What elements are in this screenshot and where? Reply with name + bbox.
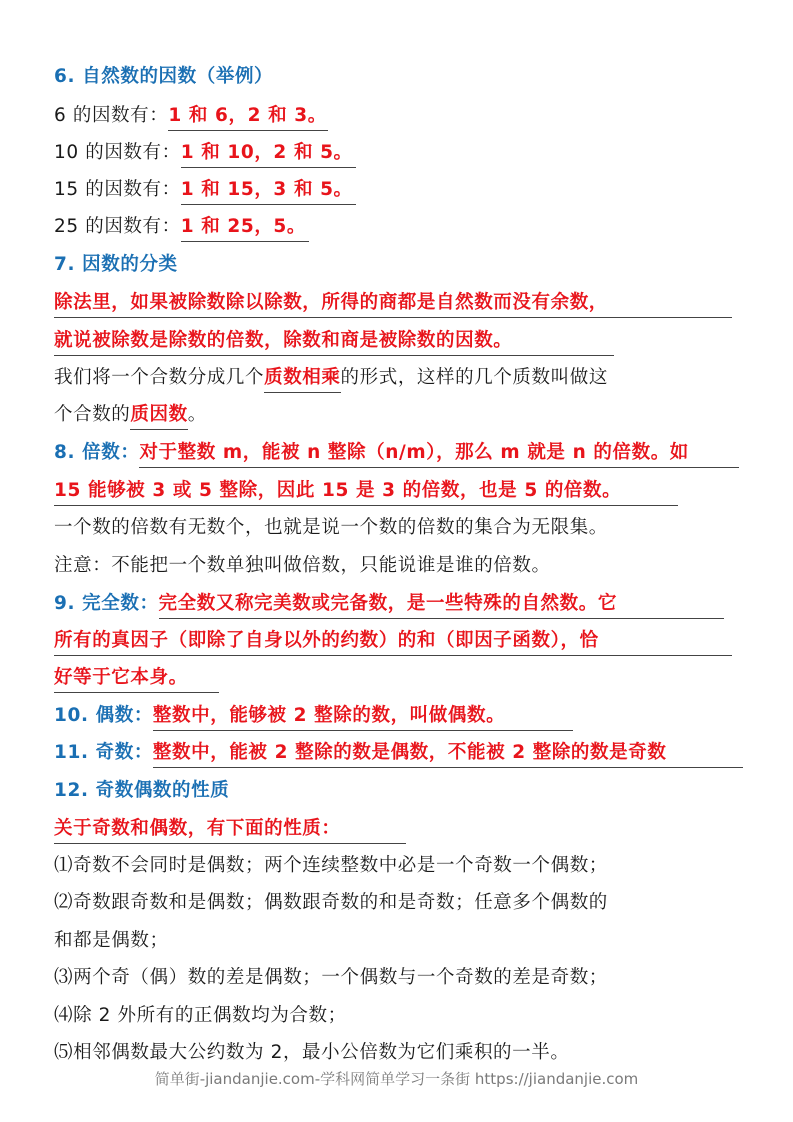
section-9-line-2: 所有的真因子（即除了自身以外的约数）的和（即因子函数），恰: [54, 626, 732, 656]
section-11-heading: 11. 奇数：: [54, 742, 153, 763]
factor-definition-line-1: 除法里，如果被除数除以除数，所得的商都是自然数而没有余数，: [54, 288, 732, 318]
property-3: ⑶两个奇（偶）数的差是偶数；一个偶数与一个奇数的差是奇数；: [54, 967, 608, 988]
example-answer: 1 和 6，2 和 3。: [168, 102, 328, 131]
example-answer: 1 和 15，3 和 5。: [181, 176, 356, 205]
section-9-line-1: [54, 589, 724, 619]
even-number-definition: 整数中，能够被 2 整除的数，叫做偶数。: [153, 702, 573, 731]
property-2-continued: 和都是偶数；: [54, 930, 169, 951]
section-10-line: [54, 701, 573, 731]
perfect-number-definition: 完全数又称完美数或完备数，是一些特殊的自然数。它: [159, 590, 724, 619]
property-5: ⑸相邻偶数最大公约数为 2，最小公倍数为它们乘积的一半。: [54, 1042, 570, 1063]
example-answer: 1 和 25，5。: [181, 213, 309, 242]
section-12-heading: 12. 奇数偶数的性质: [54, 780, 230, 801]
example-label: 6 的因数有：: [54, 105, 169, 126]
emphasis-prime-product: 质数相乘: [264, 364, 340, 393]
odd-number-definition: 整数中，能被 2 整除的数是偶数，不能被 2 整除的数是奇数: [153, 739, 743, 768]
example-label: 25 的因数有：: [54, 216, 181, 237]
prime-factor-paragraph-line-1: 我们将一个合数分成几个质数相乘的形式，这样的几个质数叫做这: [54, 363, 608, 393]
properties-intro-line: [54, 814, 406, 844]
example-label: 10 的因数有：: [54, 142, 181, 163]
property-1: ⑴奇数不会同时是偶数；两个连续整数中必是一个奇数一个偶数；: [54, 855, 608, 876]
emphasis-prime-factor: 质因数: [130, 401, 187, 430]
section-8-line-1: [54, 438, 739, 468]
factor-example-15: [54, 175, 356, 205]
section-8-heading: 8. 倍数：: [54, 442, 140, 463]
factor-example-6: [54, 101, 328, 131]
multiple-definition: 对于整数 m，能被 n 整除（n/m），那么 m 就是 n 的倍数。如: [139, 439, 739, 468]
multiple-note-2: 注意：不能把一个数单独叫做倍数，只能说谁是谁的倍数。: [54, 555, 551, 576]
section-9-line-3: 好等于它本身。: [54, 663, 219, 693]
section-8-line-2: 15 能够被 3 或 5 整除，因此 15 是 3 的倍数，也是 5 的倍数。: [54, 476, 678, 506]
section-11-line: [54, 738, 743, 768]
section-6-heading: 6. 自然数的因数（举例）: [54, 66, 274, 87]
example-answer: 1 和 10，2 和 5。: [181, 139, 356, 168]
factor-example-25: [54, 212, 309, 242]
property-2: ⑵奇数跟奇数和是偶数；偶数跟奇数的和是奇数；任意多个偶数的: [54, 892, 608, 913]
factor-definition-line-2: 就说被除数是除数的倍数，除数和商是被除数的因数。: [54, 326, 614, 356]
footer-watermark: 简单街-jiandanjie.com-学科网简单学习一条街 https://jiandanjie.com: [154, 1070, 639, 1088]
example-label: 15 的因数有：: [54, 179, 181, 200]
factor-example-10: [54, 138, 356, 168]
prime-factor-paragraph-line-2: 个合数的质因数。: [54, 400, 207, 430]
multiple-note-1: 一个数的倍数有无数个，也就是说一个数的倍数的集合为无限集。: [54, 517, 608, 538]
section-9-heading: 9. 完全数：: [54, 593, 159, 614]
properties-intro: 关于奇数和偶数，有下面的性质：: [54, 815, 406, 844]
section-7-heading: 7. 因数的分类: [54, 254, 178, 275]
section-10-heading: 10. 偶数：: [54, 705, 153, 726]
property-4: ⑷除 2 外所有的正偶数均为合数；: [54, 1005, 347, 1026]
